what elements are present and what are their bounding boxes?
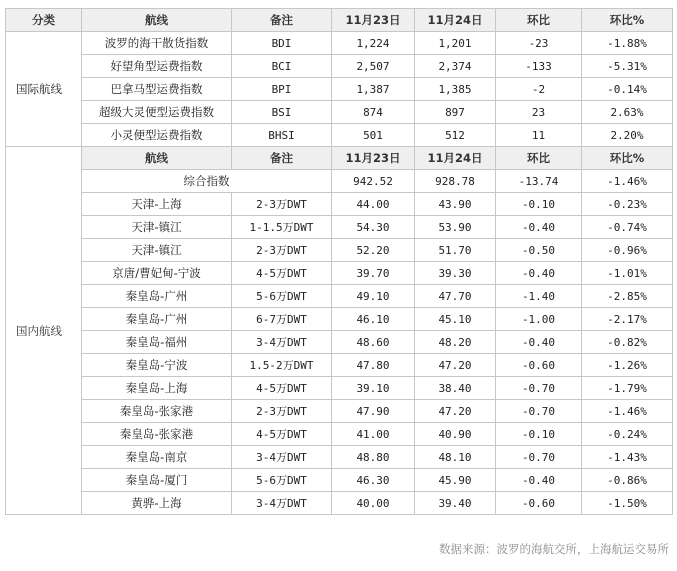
value-date1: 48.80 — [332, 446, 415, 469]
value-date1: 39.70 — [332, 262, 415, 285]
international-route-row — [6, 78, 673, 101]
value-date1: 49.10 — [332, 285, 415, 308]
value-date2: 2,374 — [415, 55, 496, 78]
value-date2: 53.90 — [415, 216, 496, 239]
international-header-row — [6, 9, 673, 32]
domestic-route-row — [6, 216, 673, 239]
value-change: -133 — [496, 55, 582, 78]
domestic-header-row — [6, 147, 673, 170]
route-note: 5-6万DWT — [232, 469, 332, 492]
value-change: -0.70 — [496, 377, 582, 400]
value-date2: 1,385 — [415, 78, 496, 101]
header-date1: 11月23日 — [332, 9, 415, 32]
value-date2: 47.70 — [415, 285, 496, 308]
value-date2: 40.90 — [415, 423, 496, 446]
route-name: 波罗的海干散货指数 — [82, 32, 232, 55]
value-date2: 48.20 — [415, 331, 496, 354]
header-change: 环比 — [496, 9, 582, 32]
route-name: 小灵便型运费指数 — [82, 124, 232, 147]
value-change-pct: -1.79% — [582, 377, 673, 400]
value-date2: 897 — [415, 101, 496, 124]
value-date2: 45.90 — [415, 469, 496, 492]
value-date2: 928.78 — [415, 170, 496, 193]
route-note: BDI — [232, 32, 332, 55]
value-change: -0.10 — [496, 423, 582, 446]
value-change-pct: -0.23% — [582, 193, 673, 216]
route-note: BSI — [232, 101, 332, 124]
value-change: -0.40 — [496, 216, 582, 239]
route-name: 秦皇岛-张家港 — [82, 400, 232, 423]
header-date2: 11月24日 — [415, 9, 496, 32]
value-date1: 1,387 — [332, 78, 415, 101]
header-note: 备注 — [232, 147, 332, 170]
value-date1: 47.80 — [332, 354, 415, 377]
domestic-route-row — [6, 331, 673, 354]
value-date1: 54.30 — [332, 216, 415, 239]
value-change-pct: -1.50% — [582, 492, 673, 515]
domestic-route-row — [6, 262, 673, 285]
domestic-route-row — [6, 423, 673, 446]
route-name: 秦皇岛-张家港 — [82, 423, 232, 446]
value-date2: 51.70 — [415, 239, 496, 262]
value-date1: 39.10 — [332, 377, 415, 400]
value-date2: 39.30 — [415, 262, 496, 285]
route-note: 6-7万DWT — [232, 308, 332, 331]
value-date1: 52.20 — [332, 239, 415, 262]
value-change: 23 — [496, 101, 582, 124]
header-category: 分类 — [6, 9, 82, 32]
route-name: 超级大灵便型运费指数 — [82, 101, 232, 124]
value-change: -23 — [496, 32, 582, 55]
value-date2: 1,201 — [415, 32, 496, 55]
route-note: BHSI — [232, 124, 332, 147]
value-date1: 47.90 — [332, 400, 415, 423]
value-date1: 942.52 — [332, 170, 415, 193]
value-change: -0.60 — [496, 354, 582, 377]
domestic-route-row — [6, 400, 673, 423]
header-date1: 11月23日 — [332, 147, 415, 170]
value-change: -0.50 — [496, 239, 582, 262]
route-note: 2-3万DWT — [232, 193, 332, 216]
international-route-row — [6, 55, 673, 78]
value-change-pct: -0.86% — [582, 469, 673, 492]
data-source-note: 数据来源：波罗的海航交所，上海航运交易所 — [439, 542, 669, 556]
category-international: 国际航线 — [6, 32, 82, 147]
value-change-pct: -1.46% — [582, 400, 673, 423]
value-date1: 40.00 — [332, 492, 415, 515]
composite-label: 综合指数 — [82, 170, 332, 193]
value-date1: 46.10 — [332, 308, 415, 331]
value-change-pct: -1.88% — [582, 32, 673, 55]
value-change: -0.60 — [496, 492, 582, 515]
value-date2: 47.20 — [415, 354, 496, 377]
value-change: -0.40 — [496, 469, 582, 492]
value-change: -13.74 — [496, 170, 582, 193]
value-change-pct: -0.24% — [582, 423, 673, 446]
value-change-pct: -0.14% — [582, 78, 673, 101]
header-change: 环比 — [496, 147, 582, 170]
route-name: 秦皇岛-南京 — [82, 446, 232, 469]
value-date1: 874 — [332, 101, 415, 124]
domestic-route-row — [6, 239, 673, 262]
value-change-pct: -1.26% — [582, 354, 673, 377]
value-change: -0.40 — [496, 331, 582, 354]
route-name: 秦皇岛-福州 — [82, 331, 232, 354]
route-note: 1.5-2万DWT — [232, 354, 332, 377]
composite-index-row — [6, 170, 673, 193]
value-date1: 41.00 — [332, 423, 415, 446]
route-note: 2-3万DWT — [232, 400, 332, 423]
value-change-pct: 2.20% — [582, 124, 673, 147]
route-name: 秦皇岛-厦门 — [82, 469, 232, 492]
value-date2: 47.20 — [415, 400, 496, 423]
freight-index-table — [5, 8, 673, 515]
value-change: -0.10 — [496, 193, 582, 216]
value-change: -2 — [496, 78, 582, 101]
international-route-row — [6, 32, 673, 55]
route-note: 3-4万DWT — [232, 446, 332, 469]
route-note: 4-5万DWT — [232, 377, 332, 400]
route-note: 4-5万DWT — [232, 423, 332, 446]
value-date1: 501 — [332, 124, 415, 147]
domestic-route-row — [6, 285, 673, 308]
value-change: 11 — [496, 124, 582, 147]
value-date2: 39.40 — [415, 492, 496, 515]
value-change-pct: -0.96% — [582, 239, 673, 262]
route-note: 2-3万DWT — [232, 239, 332, 262]
header-change-pct: 环比% — [582, 9, 673, 32]
route-note: 1-1.5万DWT — [232, 216, 332, 239]
route-note: 3-4万DWT — [232, 492, 332, 515]
domestic-route-row — [6, 469, 673, 492]
value-date2: 48.10 — [415, 446, 496, 469]
header-route: 航线 — [82, 147, 232, 170]
header-route: 航线 — [82, 9, 232, 32]
value-change: -1.00 — [496, 308, 582, 331]
value-change-pct: -0.74% — [582, 216, 673, 239]
value-date1: 48.60 — [332, 331, 415, 354]
international-route-row — [6, 101, 673, 124]
domestic-route-row — [6, 308, 673, 331]
value-change: -0.40 — [496, 262, 582, 285]
value-change-pct: -2.17% — [582, 308, 673, 331]
route-name: 巴拿马型运费指数 — [82, 78, 232, 101]
route-name: 秦皇岛-上海 — [82, 377, 232, 400]
domestic-route-row — [6, 354, 673, 377]
route-note: 3-4万DWT — [232, 331, 332, 354]
route-name: 天津-镇江 — [82, 216, 232, 239]
route-note: 4-5万DWT — [232, 262, 332, 285]
domestic-route-row — [6, 377, 673, 400]
route-note: BPI — [232, 78, 332, 101]
value-change: -1.40 — [496, 285, 582, 308]
route-name: 秦皇岛-广州 — [82, 308, 232, 331]
value-change-pct: -0.82% — [582, 331, 673, 354]
value-change: -0.70 — [496, 446, 582, 469]
header-date2: 11月24日 — [415, 147, 496, 170]
value-date2: 512 — [415, 124, 496, 147]
route-name: 天津-上海 — [82, 193, 232, 216]
header-note: 备注 — [232, 9, 332, 32]
category-domestic: 国内航线 — [6, 147, 82, 515]
route-note: 5-6万DWT — [232, 285, 332, 308]
route-note: BCI — [232, 55, 332, 78]
international-route-row — [6, 124, 673, 147]
value-change: -0.70 — [496, 400, 582, 423]
value-change-pct: -1.46% — [582, 170, 673, 193]
route-name: 好望角型运费指数 — [82, 55, 232, 78]
value-date2: 45.10 — [415, 308, 496, 331]
value-date1: 46.30 — [332, 469, 415, 492]
route-name: 天津-镇江 — [82, 239, 232, 262]
value-change-pct: 2.63% — [582, 101, 673, 124]
route-name: 秦皇岛-广州 — [82, 285, 232, 308]
header-change-pct: 环比% — [582, 147, 673, 170]
domestic-route-row — [6, 193, 673, 216]
route-name: 黄骅-上海 — [82, 492, 232, 515]
value-date1: 2,507 — [332, 55, 415, 78]
domestic-route-row — [6, 492, 673, 515]
domestic-route-row — [6, 446, 673, 469]
route-name: 京唐/曹妃甸-宁波 — [82, 262, 232, 285]
value-change-pct: -1.43% — [582, 446, 673, 469]
value-change-pct: -1.01% — [582, 262, 673, 285]
value-date2: 38.40 — [415, 377, 496, 400]
value-change-pct: -5.31% — [582, 55, 673, 78]
value-change-pct: -2.85% — [582, 285, 673, 308]
value-date2: 43.90 — [415, 193, 496, 216]
value-date1: 1,224 — [332, 32, 415, 55]
route-name: 秦皇岛-宁波 — [82, 354, 232, 377]
value-date1: 44.00 — [332, 193, 415, 216]
